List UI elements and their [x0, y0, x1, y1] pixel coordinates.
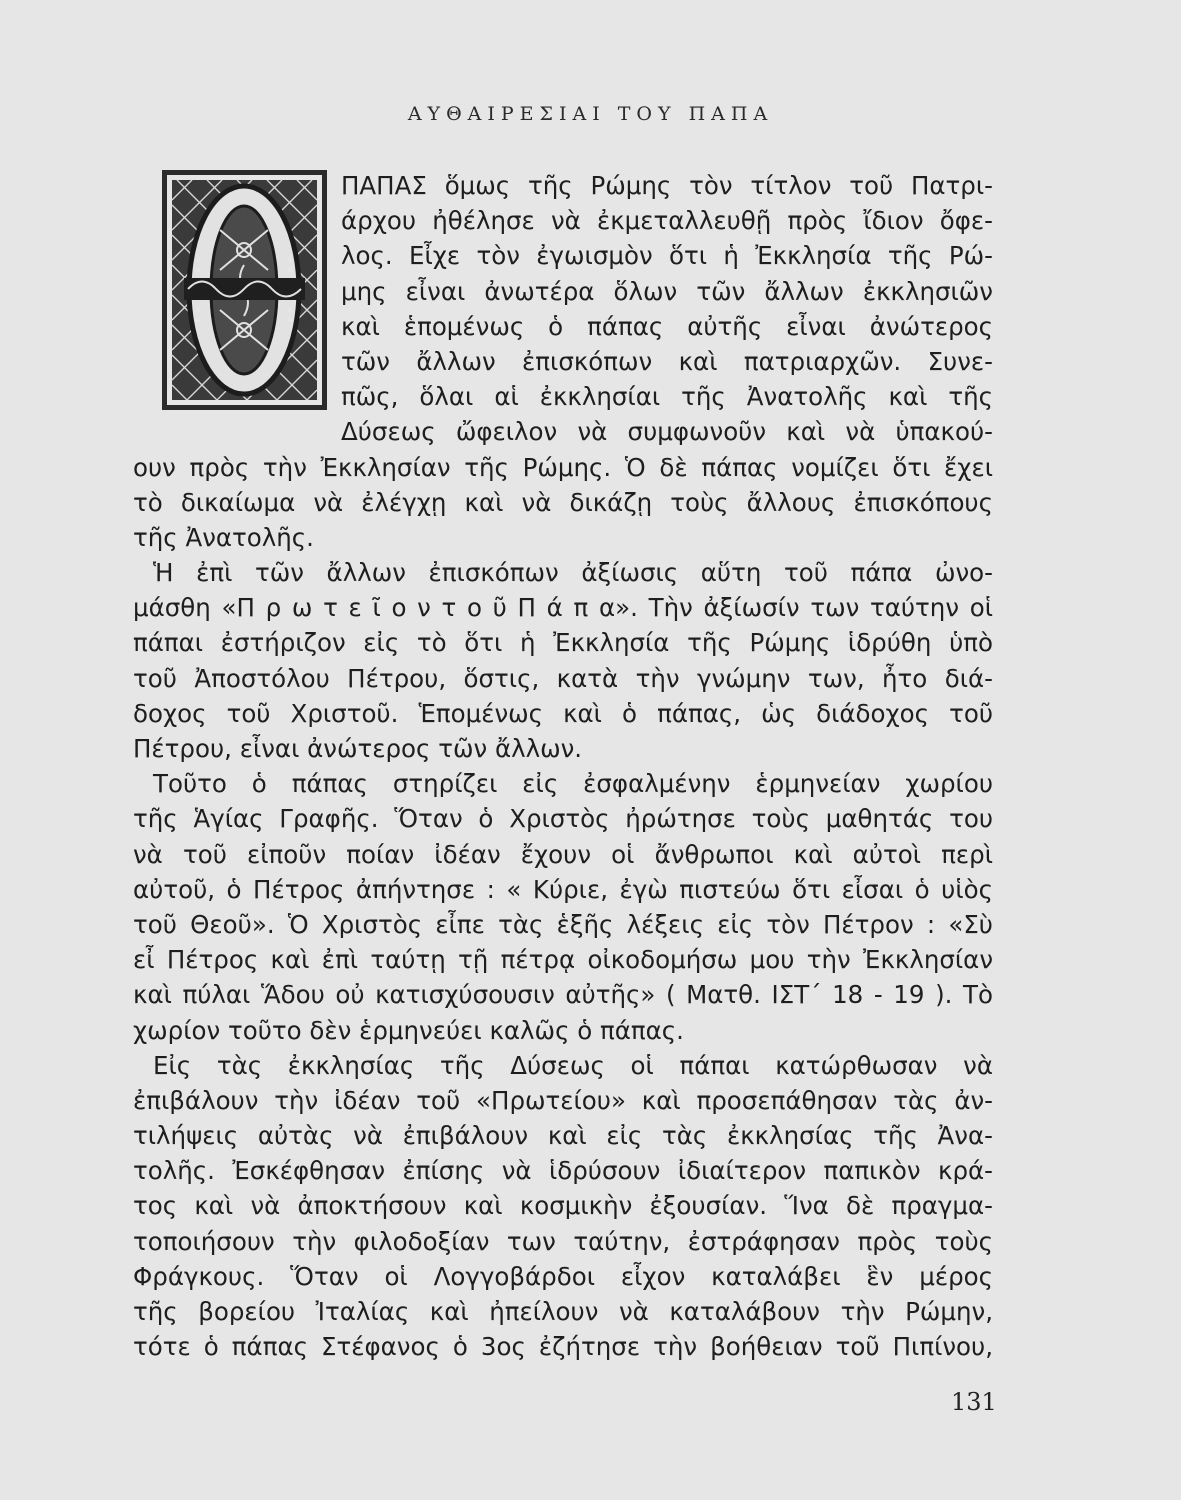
text-line: ουν πρὸς τὴν Ἐκκλησίαν τῆς Ρώμης. Ὁ δὲ πάπας νομίζει ὅτι ἔχει: [133, 452, 993, 482]
text-line: τὸ δικαίωμα νὰ ἐλέγχῃ καὶ νὰ δικάζῃ τοὺς ἄλλους ἐπισκόπους: [133, 487, 993, 517]
text-line: ἐπιβάλουν τὴν ἰδέαν τοῦ «Πρωτείου» καὶ προσεπάθησαν τὰς ἀν-: [133, 1085, 993, 1115]
text-line: εἶ Πέτρος καὶ ἐπὶ ταύτῃ τῇ πέτρᾳ οἰκοδομήσω μου τὴν Ἐκκλησίαν: [133, 945, 993, 975]
text-line: τοῦ Θεοῦ». Ὁ Χριστὸς εἶπε τὰς ἑξῆς λέξεις εἰς τὸν Πέτρον : «Σὺ: [133, 909, 993, 939]
text-line: μάσθη «Π ρ ω τ ε ῖ ο ν τ ο ῦ Π ά π α». Τὴν ἀξίωσίν των ταύτην οἱ: [133, 593, 993, 623]
text-line: Ἡ ἐπὶ τῶν ἄλλων ἐπισκόπων ἀξίωσις αὕτη τοῦ πάπα ὠνο-: [153, 558, 993, 588]
text-line: τιλήψεις αὐτὰς νὰ ἐπιβάλουν καὶ εἰς τὰς ἐκκλησίας τῆς Ἀνα-: [133, 1121, 993, 1151]
text-line: τῶν ἄλλων ἐπισκόπων καὶ πατριαρχῶν. Συνε-: [341, 346, 993, 376]
text-line: πῶς, ὅλαι αἱ ἐκκλησίαι τῆς Ἀνατολῆς καὶ τῆς: [341, 382, 993, 412]
text-line: Φράγκους. Ὅταν οἱ Λογγοβάρδοι εἶχον καταλάβει ἓν μέρος: [133, 1261, 993, 1291]
text-line: τος καὶ νὰ ἀποκτήσουν καὶ κοσμικὴν ἐξουσίαν. Ἵνα δὲ πραγμα-: [133, 1191, 993, 1221]
text-line: αὐτοῦ, ὁ Πέτρος ἀπήντησε : « Κύριε, ἐγὼ πιστεύω ὅτι εἶσαι ὁ υἱὸς: [133, 874, 993, 904]
text-line: καὶ πύλαι Ἅδου οὐ κατισχύσουσιν αὐτῆς» ( Ματθ. ΙΣΤ΄ 18 - 19 ). Τὸ: [133, 980, 993, 1010]
text-line: τότε ὁ πάπας Στέφανος ὁ 3ος ἐζήτησε τὴν βοήθειαν τοῦ Πιπίνου,: [133, 1332, 993, 1362]
text-line: δοχος τοῦ Χριστοῦ. Ἑπομένως καὶ ὁ πάπας, ὡς διάδοχος τοῦ: [133, 698, 993, 728]
text-line: πάπαι ἐστήριζον εἰς τὸ ὅτι ἡ Ἐκκλησία τῆς Ρώμης ἱδρύθη ὑπὸ: [133, 628, 993, 658]
text-line: ΠΑΠΑΣ ὅμως τῆς Ρώμης τὸν τίτλον τοῦ Πατρι-: [341, 171, 993, 200]
text-line: τολῆς. Ἐσκέφθησαν ἐπίσης νὰ ἱδρύσουν ἰδιαίτερον παπικὸν κρά-: [133, 1156, 993, 1186]
text-line: τοῦ Ἀποστόλου Πέτρου, ὅστις, κατὰ τὴν γνώμην των, ἦτο διά-: [133, 663, 993, 693]
text-line: μης εἶναι ἀνωτέρα ὅλων τῶν ἄλλων ἐκκλησιῶν: [341, 276, 993, 306]
text-line: Πέτρου, εἶναι ἀνώτερος τῶν ἄλλων.: [133, 734, 583, 763]
text-line: καὶ ἑπομένως ὁ πάπας αὐτῆς εἶναι ἀνώτερος: [341, 311, 993, 341]
text-line: Δύσεως ὤφειλον νὰ συμφωνοῦν καὶ νὰ ὑπακού-: [341, 417, 993, 447]
text-line: νὰ τοῦ εἰποῦν ποίαν ἰδέαν ἔχουν οἱ ἄνθρωποι καὶ αὐτοὶ περὶ: [133, 839, 993, 869]
text-line: Εἰς τὰς ἐκκλησίας τῆς Δύσεως οἱ πάπαι κατώρθωσαν νὰ: [153, 1050, 993, 1080]
text-line: τῆς βορείου Ἰταλίας καὶ ἠπείλουν νὰ καταλάβουν τὴν Ρώμην,: [133, 1297, 993, 1326]
text-line: χωρίον τοῦτο δὲν ἑρμηνεύει καλῶς ὁ πάπας.: [133, 1015, 684, 1045]
page-number: 131: [951, 1388, 997, 1416]
body-text: [133, 168, 993, 1364]
text-line: τῆς Ἁγίας Γραφῆς. Ὅταν ὁ Χριστὸς ἠρώτησε τοὺς μαθητάς του: [133, 804, 993, 834]
text-line: άρχου ἠθέλησε νὰ ἐκμεταλλευθῇ πρὸς ἴδιον ὄφε-: [341, 206, 993, 236]
text-line: τῆς Ἀνατολῆς.: [133, 522, 314, 552]
text-line: τοποιήσουν τὴν φιλοδοξίαν των ταύτην, ἐστράφησαν πρὸς τοὺς: [133, 1226, 993, 1256]
text-line: Τοῦτο ὁ πάπας στηρίζει εἰς ἐσφαλμένην ἑρμηνείαν χωρίου: [153, 769, 993, 799]
running-head: ΑΥΘΑΙΡΕΣΙΑΙ ΤΟΥ ΠΑΠΑ: [407, 103, 774, 125]
text-line: λος. Εἶχε τὸν ἐγωισμὸν ὅτι ἡ Ἐκκλησία τῆς Ρώ-: [341, 241, 993, 271]
